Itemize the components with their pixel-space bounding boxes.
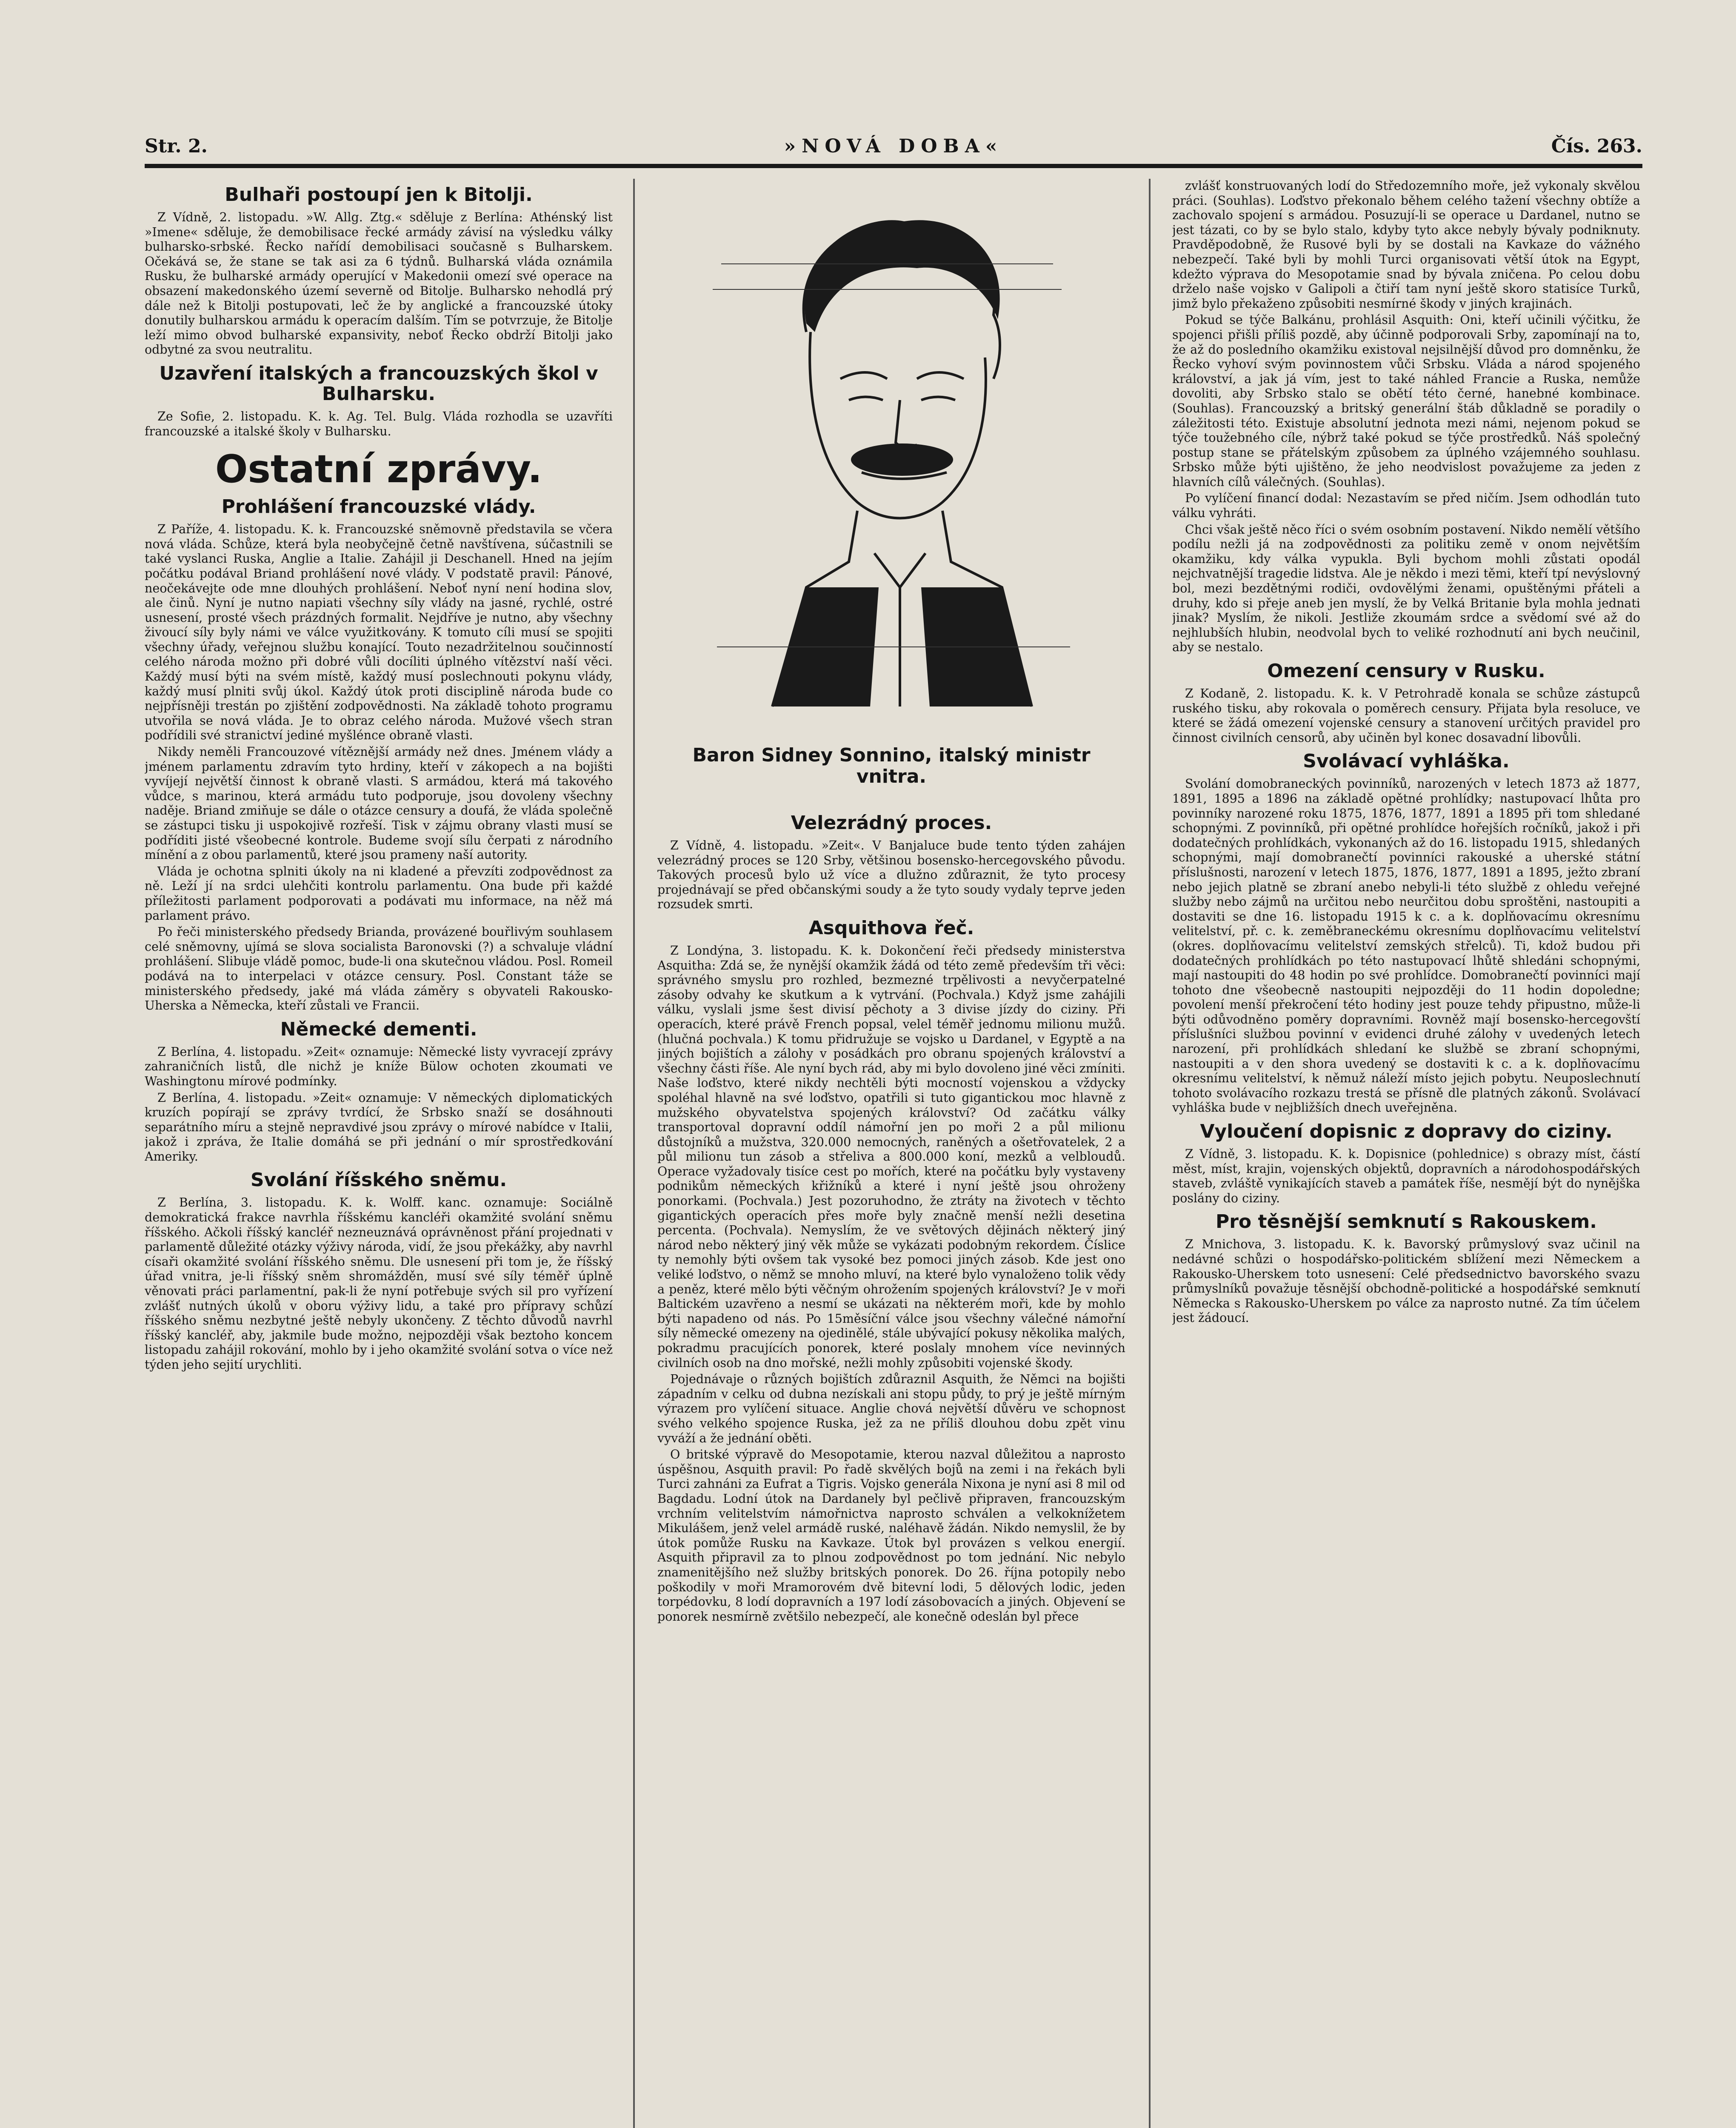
article-paragraph: Nikdy neměli Francouzové vítěznější armády než dnes. Jménem vlády a jménem parlamentu zdravím tyto hrdiny, kteří v zákopech a na bojišti vyvíjejí největší činnost k obraně vlasti. S armádou, která má takového vůdce, s marinou, která armádu tuto podporuje, jsou dovoleny všechny naděje. Briand zmiňuje se dále o otázce censury a doufá, že vláda společně se zástupci tisku ji uspokojivě rozřeší. Tisk v zájmu obrany vlasti musí se podříditi jisté všeobecné kontrole. Budeme svojí sílu čerpati z národního mínění a z obou parlamentů, které jsou prameny naší autority. — [145, 745, 613, 862]
article — [657, 813, 1125, 912]
article — [1172, 751, 1640, 1115]
column-1 — [145, 179, 613, 2128]
article-paragraph: Pojednávaje o různých bojištích zdůraznil Asquith, že Němci na bojišti západním v celku od dubna nezískali ani stopu půdy, to prý je ještě mírným výrazem pro vylíčení situace. Anglie chová největší důvěru ve schopnost svého velkého spojence Ruska, jež za ne příliš dlouhou dobu zpět vinu vyváží a že jednání oběti. — [657, 1372, 1125, 1445]
article-headline: Bulhaři postoupí jen k Bitolji. — [225, 184, 533, 206]
article-continuation — [1172, 179, 1640, 655]
article-headline: Vyloučení dopisnic z dopravy do ciziny. — [1200, 1121, 1613, 1143]
article-paragraph: zvlášť konstruovaných lodí do Středozemního moře, jež vykonaly skvělou práci. (Souhlas). Loďstvo překonalo během celého tažení všechny obtíže a zachovalo spojení s armádou. Posuzují-li se operace u Dardanel, nutno se jest tázati, co by se bylo stalo, kdyby tyto akce nebyly bývaly podniknuty. Pravděpodobně, že Rusové byli by se dostali na Kavkaze do vážného nebezpečí. Také byli by mohli Turci organisovati větší útok na Egypt, kdežto výprava do Mesopotamie snad by bývala zničena. Po celou dobu drželo naše vojsko v Galipoli a čtiří tam nyní ještě skoro statisíce Turků, jimž bylo překaženo způsobiti nesmírné škody v jiných krajinách. — [1172, 179, 1640, 311]
article-paragraph: Z Vídně, 4. listopadu. »Zeit«. V Banjaluce bude tento týden zahájen velezrádný proces se 120 Srby, většinou bosensko-hercegovského původu. Takových procesů bylo už více a dlužno zdůraznit, že tyto procesy projednávají se před občanskými soudy a že tyto soudy vydaly teprve jeden rozsudek smrti. — [657, 838, 1125, 912]
article-paragraph: Z Berlína, 3. listopadu. K. k. Wolff. kanc. oznamuje: Sociálně demokratická frakce navrhla říšskému kancléři okamžité svolání sněmu říšského. Ačkoli říšský kancléř nezneuznává oprávněnost přání projednati v parlamentě důležité otázky výživy národa, vidí, že jsou překážky, aby navrhl císaři okamžité svolání říšského sněmu. Dle usnesení při tom je, že říšský úřad vnitra, je-li říšský sněm shromážděn, musí své síly téměř úplně věnovati práci parlamentní, pak-li že nyní potřebuje svých sil pro vyřízení zvlášť nutných úkolů v oboru výživy lidu, a také pro přípravy schůzí říšského sněmu nezbytné ještě nebyly ukončeny. Z těchto důvodů navrhl říšský kancléř, aby, jakmile bude možno, nejpozději však beztoho koncem listopadu zahájil rokování, mohlo by i jeho okamžité svolání sotva o více než týden jeho sejití urychliti. — [145, 1196, 613, 1372]
article-headline: Německé dementi. — [280, 1018, 477, 1040]
article-paragraph: Z Kodaně, 2. listopadu. K. k. V Petrohradě konala se schůze zástupců ruského tisku, aby rokovala o poměrech censury. Přijata byla resoluce, ve které se žádá omezení vojenské censury a stanovení určitých pravidel pro činnost civilních censorů, aby učiněn byl konec dosavadní libovůli. — [1172, 686, 1640, 745]
column-divider — [1149, 179, 1151, 2128]
article-paragraph: Po vylíčení financí dodal: Nezastavím se před ničím. Jsem odhodlán tuto válku vyhráti. — [1172, 491, 1640, 521]
portrait-illustration — [679, 179, 1104, 741]
issue-number: Čís. 263. — [1551, 135, 1642, 157]
column-2 — [657, 179, 1125, 2128]
section-title: Ostatní zprávy. — [215, 447, 542, 492]
header-rule — [145, 164, 1642, 168]
page-number: Str. 2. — [145, 135, 208, 157]
article — [657, 918, 1125, 1624]
article-headline: Svolání říšského sněmu. — [250, 1169, 507, 1191]
article-paragraph: Z Mnichova, 3. listopadu. K. k. Bavorský průmyslový svaz učinil na nedávné schůzi o hospodářsko-politickém sblížení mezi Německem a Rakousko-Uherskem toto usnesení: Celé předsednictvo bavorského svazu průmyslníků považuje těsnější obchodně-politické a hospodářské semknutí Německa s Rakousko-Uherskem po válce za naprosto nutné. Za tím účelem jest žádoucí. — [1172, 1237, 1640, 1325]
article-paragraph: Vláda je ochotna splniti úkoly na ni kladené a převzíti zodpovědnost za ně. Leží jí na srdci ulehčiti kontrolu parlamentu. Ona bude při každé příležitosti parlament podporovati a podávati mu informace, na něž má parlament právo. — [145, 864, 613, 923]
article — [145, 497, 613, 1013]
article-paragraph: Po řeči ministerského předsedy Brianda, provázené bouřlivým souhlasem celé sněmovny, ujímá se slova socialista Baronovski (?) a schvaluje vládní prohlášení. Slibuje vládě pomoc, bude-li ona skutečnou vládou. Posl. Romeil podává na to interpelaci v otázce censury. Posl. Constant táže se ministerského předsedy, jaké má vláda záměry s obyvateli Rakousko-Uherska a Německa, kteří zůstali ve Francii. — [145, 925, 613, 1013]
article-headline: Asquithova řeč. — [808, 917, 974, 939]
article-paragraph: Pokud se týče Balkánu, prohlásil Asquith: Oni, kteří učinili výčitku, že spojenci přišli příliš pozdě, aby účinně podporovali Srby, zapomínají na to, že až do posledního okamžiku existoval nejsilnější důvod pro domněnku, že Řecko vyhoví svým povinnostem vůči Srbsku. Vláda a národ spojeného království, a jak já vím, jest to také náhled Francie a Ruska, nemůže dovoliti, aby Srbsko stalo se obětí této černé, hanebné kombinace. (Souhlas). Francouzský a britský generální štáb důkladně se poradily o záležitosti této. Existuje absolutní jednota mezi námi, nejenom pokud se týče toužebného cíle, nýbrž také pokud se týče prostředků. Náš společný postup stane se přátelským způsobem za úplného vzájemného souhlasu. Srbsko může býti ujištěno, že jeho neodvislost považujeme za jeden z hlavních cílů válečných. (Souhlas). — [1172, 313, 1640, 489]
article-paragraph: Svolání domobraneckých povinníků, narozených v letech 1873 až 1877, 1891, 1895 a 1896 na základě opětné prohlídky; nastupovací lhůta pro povinníky narozené roku 1875, 1876, 1877, 1891 a 1895 při tom shledané schopnými. Z povinníků, při opětné prohlídce hořejších ročníků, jakož i při dodatečných prohlídkách, vykonaných až do 16. listopadu 1915, shledaných schopnými, mají domobranečtí povinníci rakouské a uherské státní příslušnosti, narození v letech 1875, 1876, 1877, 1891 a 1895, ježto zbraní nebo jejich platně se zbraní anebo nebyli-li této službě z ohledu veřejné služby nebo zájmů na určitou nebo neurčitou dobu sproštěni, nastoupiti a dostaviti se dne 16. listopadu 1915 k c. a k. doplňovacímu okresnímu velitelství, př. c. k. zeměbraneckému okresnímu doplňovacímu velitelství (okres. doplňovacímu velitelství zemských střelců). Ti, kdož budou při dodatečných prohlídkách po této nastupovací lhůtě shledáni schopnými, mají nastoupiti do 48 hodin po své prohlídce. Domobranečtí povinníci mají tohoto dne všeobecně nastoupiti nejpozději do 11 hodin dopoledne; povolení menší překročení této hodiny jest pouze tehdy připustno, může-li býti odůvodněno poměry dopravními. Rovněž mají bosensko-hercegovští příslušníci službou povinní v evidenci druhé zálohy v uvedených letech narození, při prohlídkách shledaní ke službě se zbraní schopnými, nastoupiti a v den shora uvedený se dostaviti k c. a k. doplňovacímu okresnímu velitelství, k němuž náleží místo jejich pobytu. Neuposlechnutí tohoto svolávacího rozkazu trestá se přísně dle platných zákonů. Svolávací vyhláška bude v nejbližších dnech uveřejněna. — [1172, 777, 1640, 1115]
article-headline: Uzavření italských a francouzských škol v Bulharsku. — [159, 362, 598, 405]
article — [1172, 661, 1640, 745]
article-headline: Svolávací vyhláška. — [1303, 750, 1510, 772]
column-divider — [633, 179, 635, 2128]
article — [1172, 1212, 1640, 1326]
article-paragraph: Z Paříže, 4. listopadu. K. k. Francouzské sněmovně představila se včera nová vláda. Schůze, která byla neobyčejně četně navštívena, súčastnili se také vyslanci Ruska, Anglie a Italie. Zahájil ji Deschanell. Hned na jejím počátku podával Briand prohlášení nové vlády. V podstatě pravil: Pánové, neočekávejte ode mne dlouhých prohlášení. Neboť nyní není hodina slov, ale činů. Nyní je nutno napiati všechny síly vlády na jasné, rychlé, ostré usnesení, prosté všech prázdných formalit. Nejdříve je nutno, aby všechny živoucí síly byly námi ve válce využitkovány. K tomuto cíli musí se spojiti všechny úřady, veřejnou službu konající. Touto nezadržitelnou součinností celého národa možno při dobré vůli docíliti úplného vítězství naší věci. Každý musí býti na svém místě, každý musí poslechnouti pokynu vlády, každý musí plniti svůj úkol. Každý útok proti disciplině národa bude co nejpřísněji trestán po zjištění zodpovědnosti. Na základě tohoto programu utvořila se nová vláda. Je to obraz celého národa. Mužové všech stran podřídili své stranictví jediné myšlénce obraně vlasti. — [145, 522, 613, 743]
portrait-caption: Baron Sidney Sonnino, italský ministr vnitra. — [692, 744, 1091, 787]
article-headline: Velezrádný proces. — [791, 812, 992, 834]
article — [145, 363, 613, 439]
article-paragraph: Z Berlína, 4. listopadu. »Zeit« oznamuje: Německé listy vyvracejí zprávy zahraničních listů, dle nichž je kníže Bülow ochoten zkoumati ve Washingtonu mírové podmínky. — [145, 1044, 613, 1088]
article-paragraph: Z Londýna, 3. listopadu. K. k. Dokončení řeči předsedy ministerstva Asquitha: Zdá se, že nynější okamžik žádá od této země především tři věci: správného smyslu pro rozhled, bezmezné trpělivosti a nevyčerpatelné zásoby odvahy ke skutkum a k vytrvání. (Pochvala.) Když jsme zahájili válku, vyslali jsme šest divisí pěchoty a 3 divise jízdy do ciziny. Při operacích, které právě French popsal, velel téměř jednomu milionu mužů. (hlučná pochvala.) K tomu přidružuje se vojsko u Dardanel, v Egyptě a na jiných bojištích a zálohy v posádkách pro obranu spojených království a všechny části říše. Ale nyní bych rád, aby mi bylo dovoleno jiné věci zmíniti. Naše loďstvo, které nikdy nechtěli býti mocností vojenskou a vždycky spoléhal hlavně na své loďstvo, opatřili si tuto gigantickou moc hlavně z mužského obyvatelstva spojených království? Od začátku války transportoval dopravní oddíl námořní jen po moři 2 a půl milionu důstojníků a mužstva, 320.000 nemocných, raněných a ošetřovatelek, 2 a půl milionu tun zásob a střeliva a 800.000 koní, mezků a velbloudů. Operace vyžadovaly tisíce cest po mořích, které na počátku byly vystaveny podnikům německých křižníků a které i nyní ještě jsou ohroženy ponorkami. (Pochvala.) Jest pozoruhodno, že ztráty na životech v těchto gigantických operacích přes moře byly značně menší nežli desetina percenta. (Pochvala). Nemyslím, že ve světových dějinách některý jiný národ nebo některý jiný věk může se vykázati podobným rekordem. Číslice ty nemohly býti ovšem tak vysoké bez pomoci jiných zásob. Kde jest ono veliké loďstvo, o němž se mnoho mluví, na které bylo vynaloženo tolik vědy a peněz, které mělo býti věčným ohrožením spojených království? Je v moři Baltickém uzavřeno a nesmí se ukázati na některém moři, kde by mohlo býti napadeno od nás. Po 15měsíční válce jsou všechny válečné námořní síly německé omezeny na ojedinělé, stále ubývající pokusy několika malých, pokradmu pracujících ponorek, které poslaly mnohem více nevinných civilních osob na dno mořské, nežli mohly způsobiti vojenské škody. — [657, 943, 1125, 1370]
article-paragraph: Z Vídně, 2. listopadu. »W. Allg. Ztg.« sděluje z Berlína: Athénský list »Imene« sděluje, že demobilisace řecké armády závisí na výsledku války bulharsko-srbské. Řecko nařídí demobilisaci současně s Bulharskem. Očekává se, že stane se tak asi za 6 týdnů. Bulharská vláda oznámila Rusku, že bulharské armády operující v Makedonii omezí své operace na obsazení makedonského území severně od Bitolje. Bulharsko nehodlá prý dále než k Bitolji postupovati, leč že by anglické a francouzské útoky donutily bulharskou armádu k operacím dalším. Tím se potvrzuje, že Bitolje leží mimo obvod bulharské expansivity, neboť Řecko obdrží Bitolji jako odbytné za svou neutralitu. — [145, 210, 613, 357]
article-paragraph: Chci však ještě něco říci o svém osobním postavení. Nikdo nemělí většího podílu nežli já na zodpovědnosti za politiku země v onom největším okamžiku, kdy válka vypukla. Byli bychom mohli zůstati opodál nejchvatnější tragedie lidstva. Ale je někdo i mezi těmi, kteří tpí nevýslovný bol, mezi bezdětnými rodiči, ovdovělými ženami, opuštěnými přáteli a druhy, kdo si přeje aneb jen myslí, že by Velká Britanie byla mohla jednati jinak? Myslím, že nikoli. Jestliže zkoumám srdce a svědomí své až do nejhlubších hlubin, neodvolal bych to veliké rozhodnutí ani bych neučinil, aby se nestalo. — [1172, 522, 1640, 655]
article-paragraph: Z Vídně, 3. listopadu. K. k. Dopisnice (pohlednice) s obrazy míst, částí měst, míst, krajin, vojenských objektů, dopravních a národohospodářských staveb, zvláště vynikajících staveb a památek říše, nesmějí být do nynějška poslány do ciziny. — [1172, 1147, 1640, 1205]
article-headline: Prohlášení francouzské vlády. — [221, 496, 536, 518]
article — [145, 1019, 613, 1164]
article-paragraph: Ze Sofie, 2. listopadu. K. k. Ag. Tel. Bulg. Vláda rozhodla se uzavříti francouzské a italské školy v Bulharsku. — [145, 409, 613, 438]
article — [145, 185, 613, 358]
article — [145, 1170, 613, 1372]
column-3 — [1172, 179, 1640, 2128]
article-headline: Omezení censury v Rusku. — [1267, 660, 1545, 682]
article-paragraph: Z Berlína, 4. listopadu. »Zeit« oznamuje: V německých diplomatických kruzích popírají se zprávy tvrdící, že Srbsko snaží se dosáhnouti separátního míru a stejně nepravdivé jsou zprávy o mírové nabídce v Italii, jakož i zpráva, že Italie domáhá se při jednání o mír sprostředkování Ameriky. — [145, 1090, 613, 1164]
article-headline: Pro těsnější semknutí s Rakouskem. — [1215, 1211, 1597, 1233]
article-paragraph: O britské výpravě do Mesopotamie, kterou nazval důležitou a naprosto úspěšnou, Asquith pravil: Po řadě skvělých bojů na zemi i na řekách byli Turci zahnáni za Eufrat a Tigris. Vojsko generála Nixona je nyní asi 8 mil od Bagdadu. Lodní útok na Dardanely byl pečlivě připraven, francouzským vrchním velitelstvím námořnictva naprosto schválen a velkoknížetem Mikulášem, jenž velel armádě ruské, naléhavě žádán. Nikdo nemyslil, že by útok pomůže Rusku na Kavkaze. Útok byl provázen s velkou energií. Asquith připravil za to plnou zodpovědnost po tom jednání. Nic nebylo znamenitějšího než služby britských ponorek. Do 26. října potopily nebo poškodily v moři Mramorovém dvě bitevní lodi, 5 dělových lodic, jeden torpédovku, 8 lodí dopravních a 197 lodí zásobovacích a jiných. Objevení se ponorek nesmírně zvětšilo nebezpečí, ale konečně odeslán byl přece — [657, 1447, 1125, 1624]
article — [1172, 1121, 1640, 1206]
newspaper-title: »NOVÁ DOBA« — [784, 135, 1003, 157]
masthead — [145, 135, 1642, 165]
